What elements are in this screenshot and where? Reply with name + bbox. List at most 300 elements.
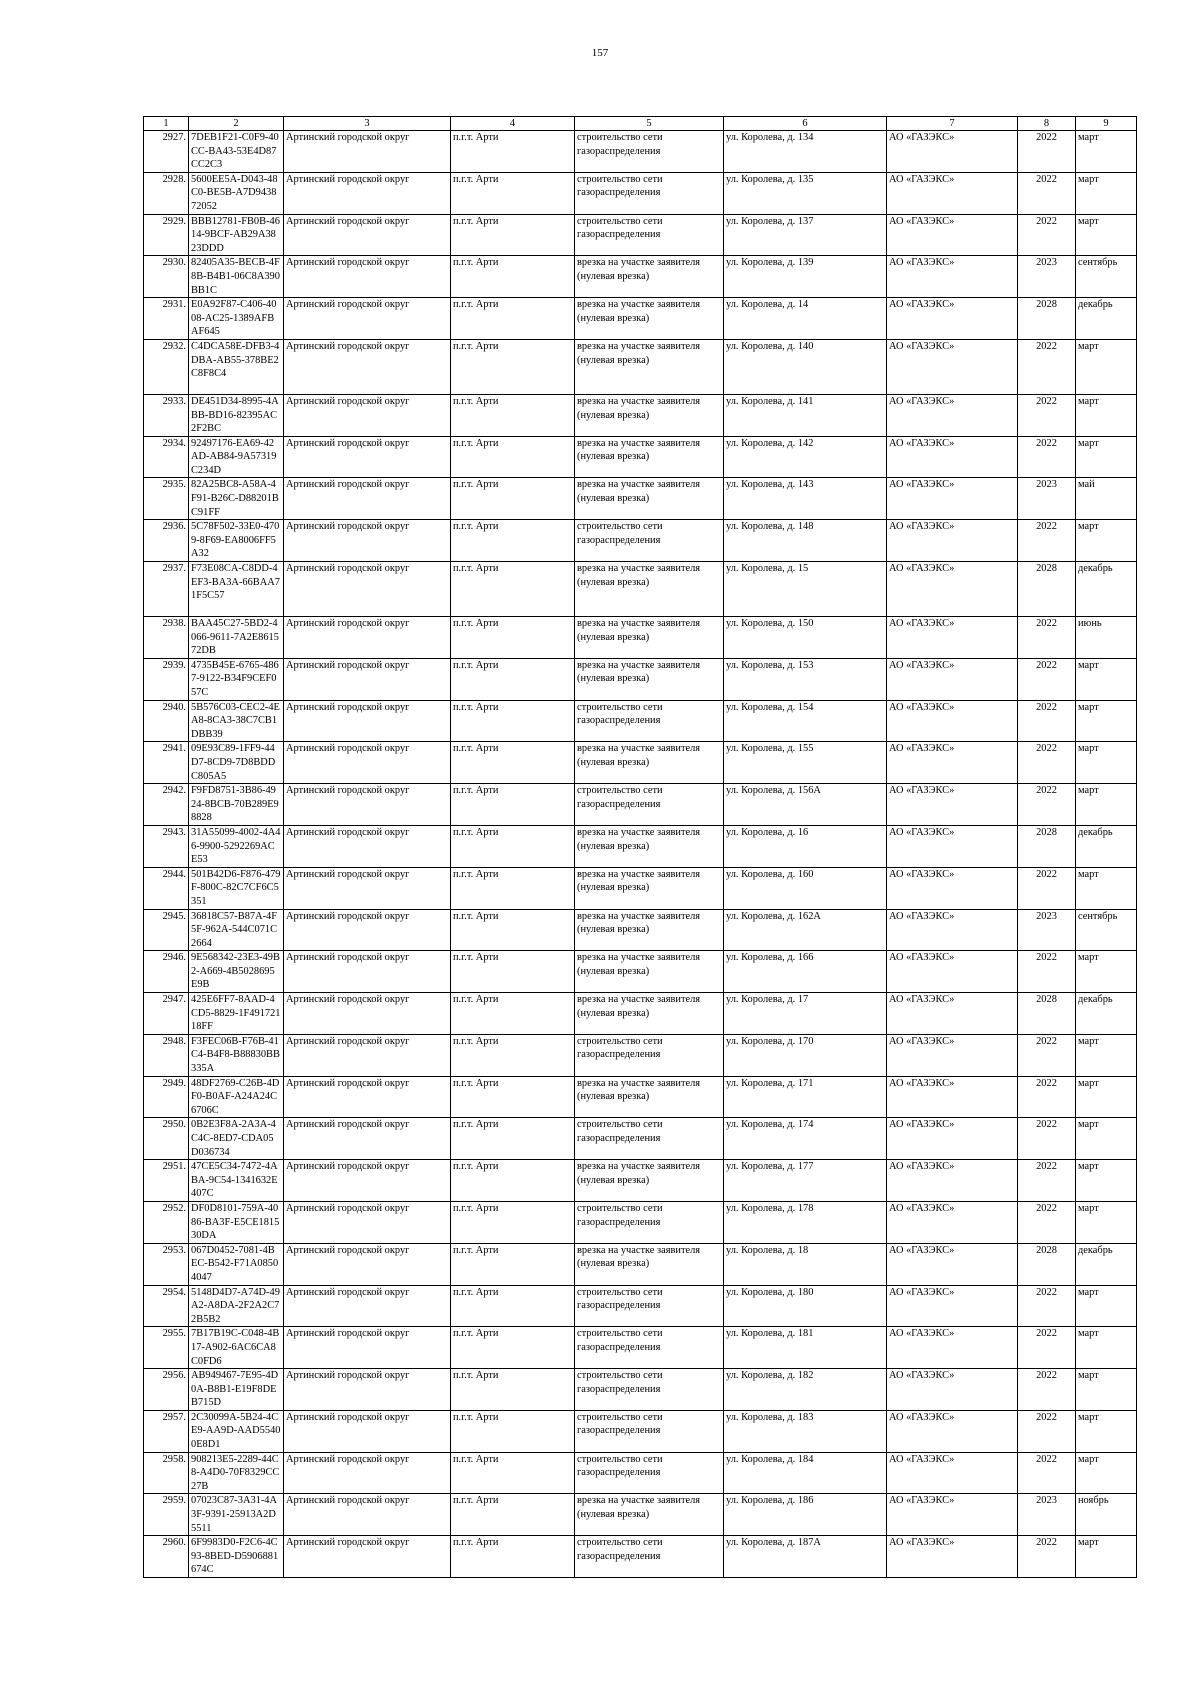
year-cell: 2028 bbox=[1018, 562, 1076, 617]
settlement-cell: п.г.т. Арти bbox=[451, 131, 575, 173]
year-cell: 2022 bbox=[1018, 1369, 1076, 1411]
row-number-cell: 2948. bbox=[144, 1034, 189, 1076]
settlement-cell: п.г.т. Арти bbox=[451, 1118, 575, 1160]
month-cell: март bbox=[1076, 214, 1137, 256]
table-row bbox=[144, 1034, 1137, 1076]
row-number-cell: 2935. bbox=[144, 478, 189, 520]
settlement-cell: п.г.т. Арти bbox=[451, 825, 575, 867]
column-header: 6 bbox=[724, 117, 887, 131]
settlement-cell: п.г.т. Арти bbox=[451, 1536, 575, 1578]
district-cell: Артинский городской округ bbox=[284, 658, 451, 700]
object-id-cell: 09E93C89-1FF9-44D7-8CD9-7D8BDDC805A5 bbox=[189, 742, 284, 784]
work-type-cell: врезка на участке заявителя (нулевая врезка) bbox=[575, 394, 724, 436]
district-cell: Артинский городской округ bbox=[284, 1452, 451, 1494]
settlement-cell: п.г.т. Арти bbox=[451, 1034, 575, 1076]
settlement-cell: п.г.т. Арти bbox=[451, 1327, 575, 1369]
address-cell: ул. Королева, д. 14 bbox=[724, 298, 887, 340]
table-row bbox=[144, 1452, 1137, 1494]
settlement-cell: п.г.т. Арти bbox=[451, 1452, 575, 1494]
row-number-cell: 2929. bbox=[144, 214, 189, 256]
district-cell: Артинский городской округ bbox=[284, 298, 451, 340]
row-number-cell: 2943. bbox=[144, 825, 189, 867]
organization-cell: АО «ГАЗЭКС» bbox=[887, 867, 1018, 909]
table-row bbox=[144, 1160, 1137, 1202]
object-id-cell: 501B42D6-F876-479F-800C-82C7CF6C5351 bbox=[189, 867, 284, 909]
month-cell: март bbox=[1076, 1201, 1137, 1243]
settlement-cell: п.г.т. Арти bbox=[451, 742, 575, 784]
row-number-cell: 2951. bbox=[144, 1160, 189, 1202]
object-id-cell: 5B576C03-CEC2-4EA8-8CA3-38C7CB1DBB39 bbox=[189, 700, 284, 742]
month-cell: март bbox=[1076, 1452, 1137, 1494]
month-cell: март bbox=[1076, 1410, 1137, 1452]
year-cell: 2022 bbox=[1018, 520, 1076, 562]
month-cell: март bbox=[1076, 658, 1137, 700]
district-cell: Артинский городской округ bbox=[284, 1076, 451, 1118]
row-number-cell: 2944. bbox=[144, 867, 189, 909]
work-type-cell: строительство сети газораспределения bbox=[575, 1327, 724, 1369]
year-cell: 2022 bbox=[1018, 172, 1076, 214]
object-id-cell: 82A25BC8-A58A-4F91-B26C-D88201BC91FF bbox=[189, 478, 284, 520]
table-row bbox=[144, 172, 1137, 214]
table-row bbox=[144, 1410, 1137, 1452]
column-header: 3 bbox=[284, 117, 451, 131]
table-row bbox=[144, 1369, 1137, 1411]
table-row bbox=[144, 742, 1137, 784]
address-cell: ул. Королева, д. 135 bbox=[724, 172, 887, 214]
organization-cell: АО «ГАЗЭКС» bbox=[887, 825, 1018, 867]
address-cell: ул. Королева, д. 160 bbox=[724, 867, 887, 909]
month-cell: март bbox=[1076, 1160, 1137, 1202]
settlement-cell: п.г.т. Арти bbox=[451, 256, 575, 298]
district-cell: Артинский городской округ bbox=[284, 825, 451, 867]
organization-cell: АО «ГАЗЭКС» bbox=[887, 784, 1018, 826]
table-row bbox=[144, 1327, 1137, 1369]
row-number-cell: 2949. bbox=[144, 1076, 189, 1118]
district-cell: Артинский городской округ bbox=[284, 1034, 451, 1076]
district-cell: Артинский городской округ bbox=[284, 339, 451, 394]
work-type-cell: врезка на участке заявителя (нулевая врезка) bbox=[575, 909, 724, 951]
district-cell: Артинский городской округ bbox=[284, 1160, 451, 1202]
work-type-cell: строительство сети газораспределения bbox=[575, 214, 724, 256]
year-cell: 2022 bbox=[1018, 1160, 1076, 1202]
settlement-cell: п.г.т. Арти bbox=[451, 909, 575, 951]
work-type-cell: строительство сети газораспределения bbox=[575, 700, 724, 742]
year-cell: 2023 bbox=[1018, 478, 1076, 520]
district-cell: Артинский городской округ bbox=[284, 1494, 451, 1536]
work-type-cell: строительство сети газораспределения bbox=[575, 1536, 724, 1578]
address-cell: ул. Королева, д. 156А bbox=[724, 784, 887, 826]
organization-cell: АО «ГАЗЭКС» bbox=[887, 1201, 1018, 1243]
year-cell: 2022 bbox=[1018, 339, 1076, 394]
table-row bbox=[144, 1076, 1137, 1118]
address-cell: ул. Королева, д. 174 bbox=[724, 1118, 887, 1160]
organization-cell: АО «ГАЗЭКС» bbox=[887, 1369, 1018, 1411]
work-type-cell: строительство сети газораспределения bbox=[575, 131, 724, 173]
year-cell: 2022 bbox=[1018, 700, 1076, 742]
settlement-cell: п.г.т. Арти bbox=[451, 298, 575, 340]
address-cell: ул. Королева, д. 154 bbox=[724, 700, 887, 742]
address-cell: ул. Королева, д. 139 bbox=[724, 256, 887, 298]
month-cell: сентябрь bbox=[1076, 256, 1137, 298]
organization-cell: АО «ГАЗЭКС» bbox=[887, 1536, 1018, 1578]
column-header: 5 bbox=[575, 117, 724, 131]
year-cell: 2022 bbox=[1018, 1118, 1076, 1160]
month-cell: март bbox=[1076, 172, 1137, 214]
settlement-cell: п.г.т. Арти bbox=[451, 1369, 575, 1411]
month-cell: декабрь bbox=[1076, 298, 1137, 340]
month-cell: декабрь bbox=[1076, 993, 1137, 1035]
district-cell: Артинский городской округ bbox=[284, 394, 451, 436]
month-cell: ноябрь bbox=[1076, 1494, 1137, 1536]
settlement-cell: п.г.т. Арти bbox=[451, 394, 575, 436]
address-cell: ул. Королева, д. 182 bbox=[724, 1369, 887, 1411]
address-cell: ул. Королева, д. 187А bbox=[724, 1536, 887, 1578]
table-row bbox=[144, 214, 1137, 256]
year-cell: 2022 bbox=[1018, 867, 1076, 909]
district-cell: Артинский городской округ bbox=[284, 617, 451, 659]
organization-cell: АО «ГАЗЭКС» bbox=[887, 1410, 1018, 1452]
settlement-cell: п.г.т. Арти bbox=[451, 1243, 575, 1285]
month-cell: май bbox=[1076, 478, 1137, 520]
year-cell: 2023 bbox=[1018, 256, 1076, 298]
month-cell: июнь bbox=[1076, 617, 1137, 659]
year-cell: 2028 bbox=[1018, 993, 1076, 1035]
work-type-cell: строительство сети газораспределения bbox=[575, 1034, 724, 1076]
address-cell: ул. Королева, д. 150 bbox=[724, 617, 887, 659]
year-cell: 2028 bbox=[1018, 1243, 1076, 1285]
work-type-cell: строительство сети газораспределения bbox=[575, 520, 724, 562]
organization-cell: АО «ГАЗЭКС» bbox=[887, 993, 1018, 1035]
district-cell: Артинский городской округ bbox=[284, 436, 451, 478]
row-number-cell: 2959. bbox=[144, 1494, 189, 1536]
object-id-cell: 7DEB1F21-C0F9-40CC-BA43-53E4D87CC2C3 bbox=[189, 131, 284, 173]
address-cell: ул. Королева, д. 17 bbox=[724, 993, 887, 1035]
month-cell: март bbox=[1076, 436, 1137, 478]
table-row bbox=[144, 520, 1137, 562]
organization-cell: АО «ГАЗЭКС» bbox=[887, 520, 1018, 562]
work-type-cell: строительство сети газораспределения bbox=[575, 172, 724, 214]
organization-cell: АО «ГАЗЭКС» bbox=[887, 436, 1018, 478]
work-type-cell: врезка на участке заявителя (нулевая врезка) bbox=[575, 658, 724, 700]
settlement-cell: п.г.т. Арти bbox=[451, 1201, 575, 1243]
work-type-cell: врезка на участке заявителя (нулевая врезка) bbox=[575, 742, 724, 784]
year-cell: 2022 bbox=[1018, 658, 1076, 700]
table-row bbox=[144, 1285, 1137, 1327]
settlement-cell: п.г.т. Арти bbox=[451, 214, 575, 256]
address-cell: ул. Королева, д. 153 bbox=[724, 658, 887, 700]
district-cell: Артинский городской округ bbox=[284, 1410, 451, 1452]
row-number-cell: 2956. bbox=[144, 1369, 189, 1411]
address-cell: ул. Королева, д. 16 bbox=[724, 825, 887, 867]
row-number-cell: 2941. bbox=[144, 742, 189, 784]
month-cell: март bbox=[1076, 1327, 1137, 1369]
year-cell: 2022 bbox=[1018, 436, 1076, 478]
work-type-cell: строительство сети газораспределения bbox=[575, 1201, 724, 1243]
table-row bbox=[144, 658, 1137, 700]
organization-cell: АО «ГАЗЭКС» bbox=[887, 951, 1018, 993]
work-type-cell: врезка на участке заявителя (нулевая врезка) bbox=[575, 562, 724, 617]
month-cell: март bbox=[1076, 1369, 1137, 1411]
month-cell: декабрь bbox=[1076, 825, 1137, 867]
row-number-cell: 2952. bbox=[144, 1201, 189, 1243]
settlement-cell: п.г.т. Арти bbox=[451, 993, 575, 1035]
object-id-cell: 5C78F502-33E0-4709-8F69-EA8006FF5A32 bbox=[189, 520, 284, 562]
object-id-cell: BBB12781-FB0B-4614-9BCF-AB29A3823DDD bbox=[189, 214, 284, 256]
row-number-cell: 2932. bbox=[144, 339, 189, 394]
row-number-cell: 2957. bbox=[144, 1410, 189, 1452]
address-cell: ул. Королева, д. 134 bbox=[724, 131, 887, 173]
work-type-cell: строительство сети газораспределения bbox=[575, 784, 724, 826]
district-cell: Артинский городской округ bbox=[284, 951, 451, 993]
table-row bbox=[144, 436, 1137, 478]
organization-cell: АО «ГАЗЭКС» bbox=[887, 1118, 1018, 1160]
row-number-cell: 2942. bbox=[144, 784, 189, 826]
object-id-cell: F73E08CA-C8DD-4EF3-BA3A-66BAA71F5C57 bbox=[189, 562, 284, 617]
column-header: 9 bbox=[1076, 117, 1137, 131]
table-row bbox=[144, 951, 1137, 993]
work-type-cell: врезка на участке заявителя (нулевая врезка) bbox=[575, 951, 724, 993]
row-number-cell: 2927. bbox=[144, 131, 189, 173]
row-number-cell: 2947. bbox=[144, 993, 189, 1035]
gasification-registry-table bbox=[143, 116, 1137, 1578]
address-cell: ул. Королева, д. 166 bbox=[724, 951, 887, 993]
organization-cell: АО «ГАЗЭКС» bbox=[887, 214, 1018, 256]
district-cell: Артинский городской округ bbox=[284, 1327, 451, 1369]
row-number-cell: 2958. bbox=[144, 1452, 189, 1494]
year-cell: 2022 bbox=[1018, 617, 1076, 659]
settlement-cell: п.г.т. Арти bbox=[451, 1160, 575, 1202]
organization-cell: АО «ГАЗЭКС» bbox=[887, 1494, 1018, 1536]
settlement-cell: п.г.т. Арти bbox=[451, 478, 575, 520]
address-cell: ул. Королева, д. 183 bbox=[724, 1410, 887, 1452]
settlement-cell: п.г.т. Арти bbox=[451, 562, 575, 617]
work-type-cell: врезка на участке заявителя (нулевая врезка) bbox=[575, 339, 724, 394]
work-type-cell: строительство сети газораспределения bbox=[575, 1410, 724, 1452]
address-cell: ул. Королева, д. 186 bbox=[724, 1494, 887, 1536]
work-type-cell: врезка на участке заявителя (нулевая врезка) bbox=[575, 1243, 724, 1285]
organization-cell: АО «ГАЗЭКС» bbox=[887, 478, 1018, 520]
district-cell: Артинский городской округ bbox=[284, 742, 451, 784]
work-type-cell: врезка на участке заявителя (нулевая врезка) bbox=[575, 256, 724, 298]
object-id-cell: 5600EE5A-D043-48C0-BE5B-A7D943872052 bbox=[189, 172, 284, 214]
object-id-cell: 36818C57-B87A-4F5F-962A-544C071C2664 bbox=[189, 909, 284, 951]
table-row bbox=[144, 909, 1137, 951]
settlement-cell: п.г.т. Арти bbox=[451, 436, 575, 478]
table-row bbox=[144, 1536, 1137, 1578]
object-id-cell: DE451D34-8995-4ABB-BD16-82395AC2F2BC bbox=[189, 394, 284, 436]
work-type-cell: врезка на участке заявителя (нулевая врезка) bbox=[575, 825, 724, 867]
table-row bbox=[144, 131, 1137, 173]
table-row bbox=[144, 1118, 1137, 1160]
object-id-cell: 908213E5-2289-44C8-A4D0-70F8329CC27B bbox=[189, 1452, 284, 1494]
table-row bbox=[144, 478, 1137, 520]
month-cell: март bbox=[1076, 394, 1137, 436]
address-cell: ул. Королева, д. 162А bbox=[724, 909, 887, 951]
settlement-cell: п.г.т. Арти bbox=[451, 1076, 575, 1118]
year-cell: 2023 bbox=[1018, 1494, 1076, 1536]
organization-cell: АО «ГАЗЭКС» bbox=[887, 1160, 1018, 1202]
address-cell: ул. Королева, д. 15 bbox=[724, 562, 887, 617]
organization-cell: АО «ГАЗЭКС» bbox=[887, 562, 1018, 617]
row-number-cell: 2940. bbox=[144, 700, 189, 742]
month-cell: март bbox=[1076, 131, 1137, 173]
row-number-cell: 2938. bbox=[144, 617, 189, 659]
object-id-cell: F3FEC06B-F76B-41C4-B4F8-B88830BB335A bbox=[189, 1034, 284, 1076]
table-row bbox=[144, 256, 1137, 298]
address-cell: ул. Королева, д. 155 bbox=[724, 742, 887, 784]
row-number-cell: 2937. bbox=[144, 562, 189, 617]
object-id-cell: C4DCA58E-DFB3-4DBA-AB55-378BE2C8F8C4 bbox=[189, 339, 284, 394]
work-type-cell: врезка на участке заявителя (нулевая врезка) bbox=[575, 436, 724, 478]
row-number-cell: 2950. bbox=[144, 1118, 189, 1160]
address-cell: ул. Королева, д. 143 bbox=[724, 478, 887, 520]
table-row bbox=[144, 700, 1137, 742]
organization-cell: АО «ГАЗЭКС» bbox=[887, 909, 1018, 951]
settlement-cell: п.г.т. Арти bbox=[451, 1285, 575, 1327]
organization-cell: АО «ГАЗЭКС» bbox=[887, 1034, 1018, 1076]
table-row bbox=[144, 339, 1137, 394]
district-cell: Артинский городской округ bbox=[284, 562, 451, 617]
month-cell: декабрь bbox=[1076, 1243, 1137, 1285]
district-cell: Артинский городской округ bbox=[284, 700, 451, 742]
year-cell: 2022 bbox=[1018, 1285, 1076, 1327]
year-cell: 2022 bbox=[1018, 394, 1076, 436]
month-cell: март bbox=[1076, 1076, 1137, 1118]
organization-cell: АО «ГАЗЭКС» bbox=[887, 658, 1018, 700]
address-cell: ул. Королева, д. 18 bbox=[724, 1243, 887, 1285]
object-id-cell: 92497176-EA69-42AD-AB84-9A57319C234D bbox=[189, 436, 284, 478]
work-type-cell: врезка на участке заявителя (нулевая врезка) bbox=[575, 298, 724, 340]
district-cell: Артинский городской округ bbox=[284, 478, 451, 520]
address-cell: ул. Королева, д. 181 bbox=[724, 1327, 887, 1369]
table-row bbox=[144, 562, 1137, 617]
month-cell: март bbox=[1076, 339, 1137, 394]
row-number-cell: 2946. bbox=[144, 951, 189, 993]
year-cell: 2023 bbox=[1018, 909, 1076, 951]
district-cell: Артинский городской округ bbox=[284, 131, 451, 173]
settlement-cell: п.г.т. Арти bbox=[451, 617, 575, 659]
address-cell: ул. Королева, д. 178 bbox=[724, 1201, 887, 1243]
table-row bbox=[144, 825, 1137, 867]
district-cell: Артинский городской округ bbox=[284, 1285, 451, 1327]
organization-cell: АО «ГАЗЭКС» bbox=[887, 131, 1018, 173]
work-type-cell: врезка на участке заявителя (нулевая врезка) bbox=[575, 1160, 724, 1202]
address-cell: ул. Королева, д. 177 bbox=[724, 1160, 887, 1202]
row-number-cell: 2953. bbox=[144, 1243, 189, 1285]
object-id-cell: F9FD8751-3B86-4924-8BCB-70B289E98828 bbox=[189, 784, 284, 826]
district-cell: Артинский городской округ bbox=[284, 784, 451, 826]
row-number-cell: 2933. bbox=[144, 394, 189, 436]
object-id-cell: 31A55099-4002-4A46-9900-5292269ACE53 bbox=[189, 825, 284, 867]
settlement-cell: п.г.т. Арти bbox=[451, 951, 575, 993]
year-cell: 2022 bbox=[1018, 1201, 1076, 1243]
district-cell: Артинский городской округ bbox=[284, 256, 451, 298]
work-type-cell: строительство сети газораспределения bbox=[575, 1369, 724, 1411]
address-cell: ул. Королева, д. 148 bbox=[724, 520, 887, 562]
row-number-cell: 2945. bbox=[144, 909, 189, 951]
table-row bbox=[144, 784, 1137, 826]
row-number-cell: 2936. bbox=[144, 520, 189, 562]
table-header-row bbox=[144, 117, 1137, 131]
object-id-cell: 4735B45E-6765-4867-9122-B34F9CEF057C bbox=[189, 658, 284, 700]
object-id-cell: AB949467-7E95-4D0A-B8B1-E19F8DEB715D bbox=[189, 1369, 284, 1411]
object-id-cell: 07023C87-3A31-4A3F-9391-25913A2D5511 bbox=[189, 1494, 284, 1536]
row-number-cell: 2939. bbox=[144, 658, 189, 700]
address-cell: ул. Королева, д. 142 bbox=[724, 436, 887, 478]
organization-cell: АО «ГАЗЭКС» bbox=[887, 298, 1018, 340]
settlement-cell: п.г.т. Арти bbox=[451, 1410, 575, 1452]
year-cell: 2022 bbox=[1018, 1536, 1076, 1578]
object-id-cell: 425E6FF7-8AAD-4CD5-8829-1F49172118FF bbox=[189, 993, 284, 1035]
settlement-cell: п.г.т. Арти bbox=[451, 339, 575, 394]
table-row bbox=[144, 1243, 1137, 1285]
year-cell: 2022 bbox=[1018, 1410, 1076, 1452]
month-cell: декабрь bbox=[1076, 562, 1137, 617]
address-cell: ул. Королева, д. 170 bbox=[724, 1034, 887, 1076]
table-row bbox=[144, 394, 1137, 436]
column-header: 4 bbox=[451, 117, 575, 131]
work-type-cell: строительство сети газораспределения bbox=[575, 1118, 724, 1160]
address-cell: ул. Королева, д. 180 bbox=[724, 1285, 887, 1327]
work-type-cell: врезка на участке заявителя (нулевая врезка) bbox=[575, 867, 724, 909]
year-cell: 2022 bbox=[1018, 214, 1076, 256]
settlement-cell: п.г.т. Арти bbox=[451, 867, 575, 909]
district-cell: Артинский городской округ bbox=[284, 867, 451, 909]
organization-cell: АО «ГАЗЭКС» bbox=[887, 1076, 1018, 1118]
object-id-cell: 067D0452-7081-4BEC-B542-F71A08504047 bbox=[189, 1243, 284, 1285]
month-cell: март bbox=[1076, 520, 1137, 562]
year-cell: 2022 bbox=[1018, 784, 1076, 826]
page-number: 157 bbox=[591, 47, 609, 59]
district-cell: Артинский городской округ bbox=[284, 520, 451, 562]
column-header: 1 bbox=[144, 117, 189, 131]
year-cell: 2022 bbox=[1018, 1076, 1076, 1118]
year-cell: 2028 bbox=[1018, 825, 1076, 867]
work-type-cell: врезка на участке заявителя (нулевая врезка) bbox=[575, 1494, 724, 1536]
year-cell: 2022 bbox=[1018, 131, 1076, 173]
district-cell: Артинский городской округ bbox=[284, 1536, 451, 1578]
row-number-cell: 2960. bbox=[144, 1536, 189, 1578]
row-number-cell: 2955. bbox=[144, 1327, 189, 1369]
work-type-cell: врезка на участке заявителя (нулевая врезка) bbox=[575, 993, 724, 1035]
table-row bbox=[144, 867, 1137, 909]
object-id-cell: 48DF2769-C26B-4DF0-B0AF-A24A24C6706C bbox=[189, 1076, 284, 1118]
object-id-cell: BAA45C27-5BD2-4066-9611-7A2E861572DB bbox=[189, 617, 284, 659]
column-header: 7 bbox=[887, 117, 1018, 131]
row-number-cell: 2930. bbox=[144, 256, 189, 298]
month-cell: март bbox=[1076, 1285, 1137, 1327]
organization-cell: АО «ГАЗЭКС» bbox=[887, 339, 1018, 394]
object-id-cell: E0A92F87-C406-4008-AC25-1389AFBAF645 bbox=[189, 298, 284, 340]
month-cell: март bbox=[1076, 867, 1137, 909]
organization-cell: АО «ГАЗЭКС» bbox=[887, 256, 1018, 298]
district-cell: Артинский городской округ bbox=[284, 214, 451, 256]
object-id-cell: 6F9983D0-F2C6-4C93-8BED-D5906881674C bbox=[189, 1536, 284, 1578]
row-number-cell: 2934. bbox=[144, 436, 189, 478]
column-header: 8 bbox=[1018, 117, 1076, 131]
organization-cell: АО «ГАЗЭКС» bbox=[887, 394, 1018, 436]
district-cell: Артинский городской округ bbox=[284, 1201, 451, 1243]
district-cell: Артинский городской округ bbox=[284, 1243, 451, 1285]
organization-cell: АО «ГАЗЭКС» bbox=[887, 742, 1018, 784]
district-cell: Артинский городской округ bbox=[284, 172, 451, 214]
organization-cell: АО «ГАЗЭКС» bbox=[887, 1285, 1018, 1327]
month-cell: март bbox=[1076, 1118, 1137, 1160]
address-cell: ул. Королева, д. 171 bbox=[724, 1076, 887, 1118]
table-row bbox=[144, 617, 1137, 659]
address-cell: ул. Королева, д. 184 bbox=[724, 1452, 887, 1494]
address-cell: ул. Королева, д. 140 bbox=[724, 339, 887, 394]
